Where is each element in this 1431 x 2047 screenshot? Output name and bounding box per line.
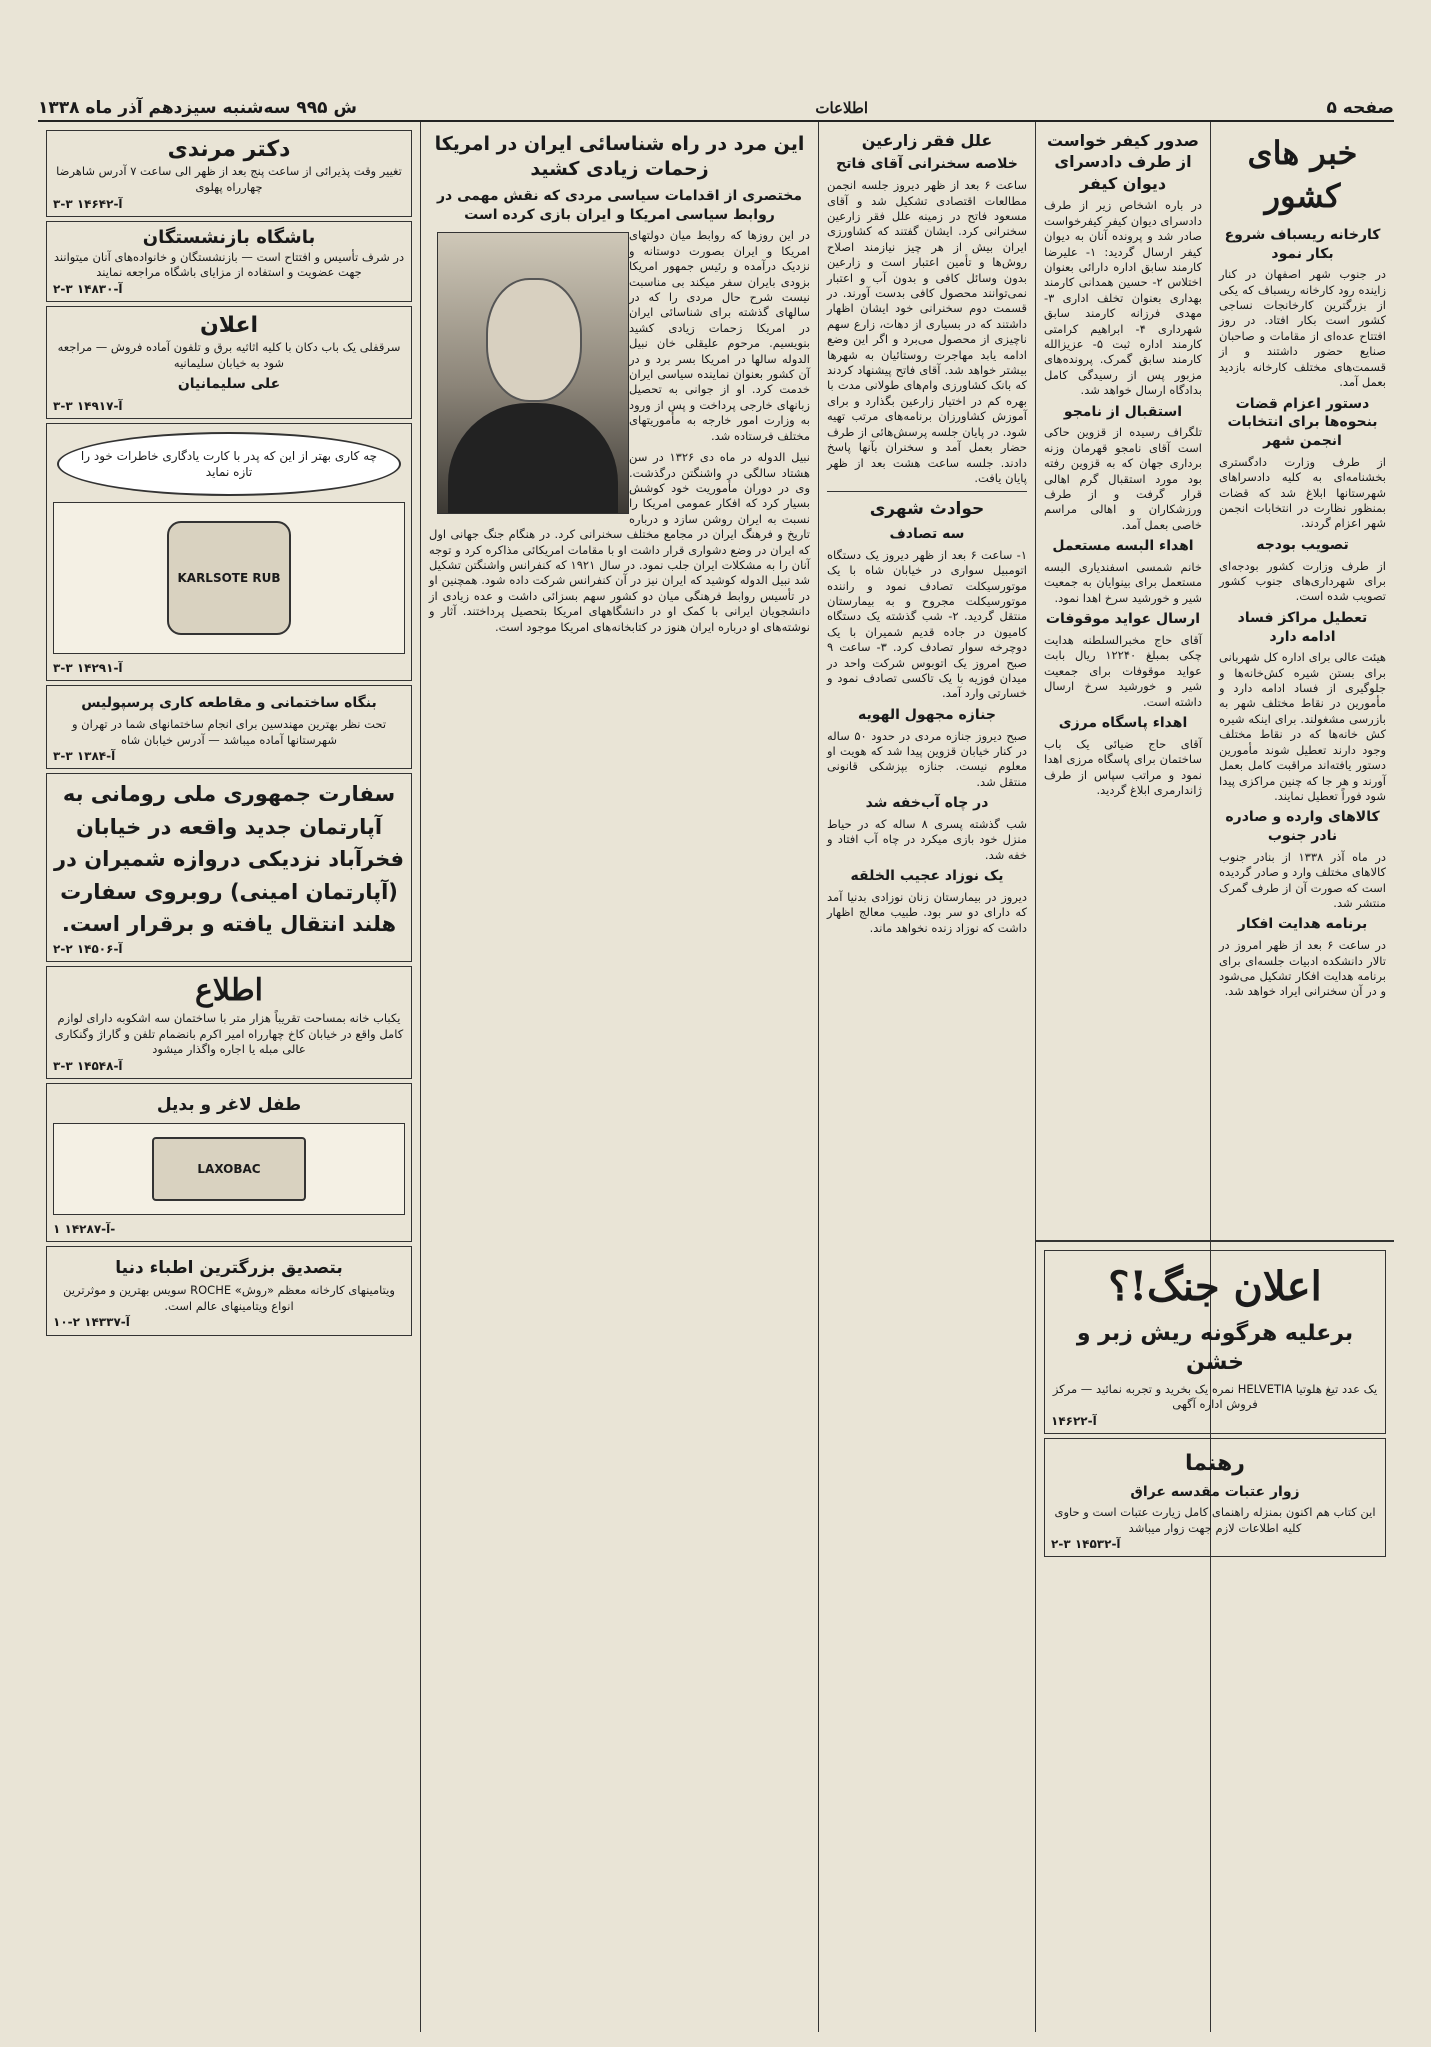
masthead: اطلاعات (815, 99, 869, 117)
war-ad-title: اعلان جنگ!؟ (1108, 1263, 1322, 1310)
embassy-ad-text: سفارت جمهوری ملی رومانی به آپارتمان جدید واقعه در خیابان فخرآباد نزدیکی دروازه شمیران در (آپارتمان امینی) روبروی سفارت هلند انتقال یافته و برقرار است. (54, 782, 404, 937)
border-post-title: اهداء پاسگاه مرزی (1058, 714, 1188, 731)
news-headline: کالاهای وارده و صادره نادر جنوب (1225, 809, 1380, 845)
ads-column (38, 122, 420, 2032)
news-headline: برنامه هدایت افکار (1237, 916, 1368, 933)
border-post-body: آقای حاج ضیائی یک باب ساختمان برای پاسگاه مرزی اهدا نمود و مراتب سپاس از طرف ژاندارمری ابلاغ گردید. (1044, 736, 1202, 797)
clothes-body: خانم شمسی اسفندیاری البسه مستعمل برای بینوایان به جمعیت شیر و خورشید سرخ اهدا نمود. (1044, 559, 1202, 605)
news-body: از طرف وزارت دادگستری بخشنامه‌ای به کلیه دادسراهای شهرستانها ابلاغ شد که قضات بمنظور نظارت در انتخابات انجمن شهر اعزام گردند. (1219, 454, 1386, 531)
info-ad-code: آ-۱۴۵۴۸ ۳-۳ (53, 1058, 123, 1073)
incident-body: صبح دیروز جنازه مردی در حدود ۵۰ ساله در کنار خیابان قزوین پیدا شد که هویت او معلوم نیست. جنازه بپزشکی قانونی منتقل شد. (827, 728, 1027, 789)
war-ad (1044, 1250, 1386, 1434)
war-ad-text: یک عدد تیغ هلوتیا HELVETIA نمره یک بخرید و تجربه نمائید — مرکز فروش اداره آگهی (1052, 1381, 1378, 1412)
notice-ad-text: سرقفلی یک باب دکان با کلیه اثاثیه برق و تلفون آماده فروش — مراجعه شود به خیابان سلیمانیه (57, 340, 401, 370)
feature-headline: این مرد در راه شناسائی ایران در امریکا زحمات زیادی کشید (434, 133, 805, 181)
info-ad-title: اطلاع (194, 973, 263, 1009)
club-ad-text: در شرف تأسیس و افتتاح است — بازنشستگان و خانواده‌های آنان میتوانند جهت عضویت و استفاده از مزایای باشگاه مراجعه نمایند (53, 249, 405, 280)
feature-body: در این روزها که روابط میان دولتهای امریکا و ایران بصورت دوستانه و نزدیک درآمده و رئیس جمهور امریکا بزودی بایران سفر میکند بی مناسبت نیست شرح حال مردی را که در سالهای گذشته برای شناسائی ایران در امریکا زحمات زیادی کشید بنویسیم. مرحوم علیقلی خان نبیل الدوله سالها در امریکا بسر برد و در آن کشور بعنوان نماینده سیاسی ایران خدمت کرد. او از جوانی به تحصیل زبانهای خارجی پرداخت و پس از ورود به وزارت امور خارجه به مأموریتهای مختلف فرستاده شد. (629, 228, 810, 443)
page-number: صفحه ۵ (1326, 98, 1394, 118)
news-body: از طرف وزارت کشور بودجه‌ای برای شهرداری‌های جنوب کشور تصویب شده است. (1219, 558, 1386, 604)
country-news-column (1211, 122, 1394, 1232)
speech-headline: علل فقر زارعین (861, 131, 993, 150)
incident-headline: جنازه مجهول الهویه (858, 706, 996, 723)
feature-body-continued: نبیل الدوله در ماه دی ۱۳۲۶ در سن هشتاد سالگی در واشنگتن درگذشت. وی در دوران مأموریت خود کوشش بسیار کرد که افکار عمومی امریکا را نسبت به ایران روشن سازد و درباره تاریخ و فرهنگ ایران در مجامع مختلف سخنرانی کرد. در هنگام جنگ جهانی اول که ایران در وضع دشواری قرار داشت او با مقامات امریکائی مذاکره کرد و توجه آنان را به مشکلات ایران جلب نمود. در سال ۱۹۲۱ که کنفرانس واشنگتن تشکیل شد نبیل الدوله کوشید که ایران نیز در آن کنفرانس شرکت داده شود. همچنین او در تأسیس روابط فرهنگی میان دو کشور سهم بسزائی داشت و عده زیادی از دانشجویان ایرانی با کمک او در دانشگاههای امریکا بتحصیل پرداختند. آثار و نوشته‌های او درباره ایران هنوز در کتابخانه‌های امریکا موجود است. (429, 450, 810, 634)
incident-headline: سه تصادف (889, 526, 965, 543)
news-body: در ماه آذر ۱۳۳۸ از بنادر جنوب کالاهای مختلف وارد و صادر گردیده است که صورت آن از طرف گمرک منتشر شد. (1219, 849, 1386, 911)
endowment-body: آقای حاج مخبرالسلطنه هدایت چکی بمبلغ ۱۲۲۴۰ ریال بابت عواید موقوفات برای جمعیت شیر و خورشید سرخ ارسال داشته است. (1044, 632, 1202, 709)
notice-ad-title: اعلان (199, 312, 259, 338)
news-headline: دستور اعزام قضات بنحوه‌ها برای انتخابات انجمن شهر (1227, 395, 1378, 449)
page-header (38, 96, 1394, 122)
incident-body: دیروز در بیمارستان زنان نوزادی بدنیا آمد که دارای دو سر بود. طبیب معالج اظهار داشت که نوزاد زنده نخواهد ماند. (827, 889, 1027, 935)
jar-ad-code: آ-۱۴۲۹۱ ۳-۳ (53, 661, 123, 676)
news-headline: کارخانه ریسباف شروع بکار نمود (1224, 226, 1381, 262)
club-ad (46, 221, 412, 302)
court-column (1036, 122, 1210, 1232)
construction-ad-code: آ-۱۳۸۴ ۳-۳ (53, 749, 116, 764)
namjo-body: تلگراف رسیده از قزوین حاکی است آقای نامجو قهرمان وزنه برداری جهان که به قزوین رفته بود مورد استقبال گرم اهالی قرار گرفت و از طرف ورزشکاران و اهالی مراسم خاصی بعمل آمد. (1044, 425, 1202, 532)
doctor-ad (46, 130, 412, 217)
court-body: در باره اشخاص زیر از طرف دادسرای دیوان کیفر کیفرخواست صادر شد و پرونده آنان به دیوان کیفر ارسال گردید: ۱- علیرضا کارمند سابق اداره دارائی بعنوان اختلاس ۲- حسین همدانی کارمند بهداری بعنوان تخلف اداری ۳- مهدی فرزانه کارمند سابق شهرداری ۴- ابراهیم کرامتی کارمند اداره ثبت ۵- عزیزالله کارمند سابق گمرک. پرونده‌های مزبور پس از رسیدگی کامل بدادگاه ارسال خواهد شد. (1044, 198, 1203, 398)
doctor-ad-code: آ-۱۴۶۴۲ ۳-۳ (53, 196, 123, 211)
construction-ad-title: بنگاه ساختمانی و مقاطعه کاری پرسپولیس (81, 695, 377, 712)
guide-ad (1044, 1438, 1386, 1557)
right-bottom-ads (1036, 1240, 1394, 2030)
clothes-title: اهداء البسه مستعمل (1052, 538, 1194, 555)
guide-ad-code: آ-۱۴۵۳۲ ۳-۲ (1051, 1537, 1121, 1552)
speech-subhead: خلاصه سخنرانی آقای فاتح (836, 156, 1018, 173)
incident-headline: یک نوزاد عجیب الخلقه (850, 868, 1004, 885)
news-body: هیئت عالی برای اداره کل شهربانی برای بستن شیره کش‌خانه‌ها و جلوگیری از فساد ادامه دارد و مأمورین در نقاط مختلف شهر به بازرسی مشغولند. برای اینکه شیره کش خانه‌ها که در نقاط مختلف وجود دارند تعطیل شوند مأمورین دستور یافته‌اند مراقبت کامل بعمل آورند و هر جا که چنین مراکزی پیدا شود فوراً تعطیل نمایند. (1219, 650, 1386, 803)
namjo-title: استقبال از نامجو (1063, 403, 1183, 420)
guide-ad-text: این کتاب هم اکنون بمنزله راهنمای کامل زیارت عتبات است و حاوی کلیه اطلاعات لازم جهت زوار میباشد (1054, 1505, 1376, 1535)
info-ad-text: یکباب خانه بمساحت تقریباً هزار متر با ساختمان سه اشکوبه دارای لوازم کامل واقع در خیابان کاخ چهارراه امیر اکرم بانضمام تلفن و گاراژ وگنکاری عالی مبله یا اجاره واگذار میشود (54, 1011, 404, 1057)
laxative-label: LAXOBAC (197, 1161, 261, 1176)
court-headline: صدور کیفر خواست از طرف دادسرای دیوان کیفر (1046, 131, 1200, 193)
feature-subhead: مختصری از اقدامات سیاسی مردی که نقش مهمی در روابط سیاسی امریکا و ایران بازی کرده است (436, 187, 803, 223)
jar-label: KARLSOTE RUB (177, 571, 281, 586)
doctor-ad-text: تغییر وقت پذیرائی از ساعت پنج بعد از ظهر الی ساعت ۷ آدرس شاهرضا چهارراه پهلوی (56, 164, 402, 194)
club-ad-title: باشگاه بازنشستگان (142, 226, 316, 248)
news-body: در جنوب شهر اصفهان در کنار زاینده رود کارخانه ریسباف که یکی از بزرگترین کارخانجات نساجی کشور است بکار افتاد. در روز افتتاح عده‌ای از مقامات و صاحبان صنایع حضور داشتند و از قسمت‌های مختلف کارخانه بازدید بعمل آمد. (1219, 267, 1386, 390)
guide-ad-title: رهنما (1185, 1451, 1245, 1477)
feature-column (421, 122, 818, 2032)
jar-ad-bubble: چه کاری بهتر از این که پدر با کارت یادگاری خاطرات خود را تازه نماید (57, 432, 401, 496)
construction-ad-text: تحت نظر بهترین مهندسین برای انجام ساختمانهای شما در تهران و شهرستانها آماده میباشد — آدرس خیابان شاه (71, 717, 387, 747)
war-ad-subtitle: برعلیه هرگونه ریش زبر و خشن (1076, 1321, 1354, 1376)
embassy-ad (46, 773, 412, 962)
embassy-ad-code: آ-۱۴۵۰۶ ۲-۲ (53, 941, 123, 956)
news-headline: تعطیل مراکز فساد ادامه دارد (1237, 609, 1368, 645)
endowment-title: ارسال عواید موقوفات (1045, 611, 1201, 628)
notice-ad-name: علی سلیمانیان (177, 376, 281, 393)
incident-body: شب گذشته پسری ۸ ساله که در حیاط منزل خود بازی میکرد در چاه آب افتاد و خفه شد. (827, 817, 1027, 862)
notice-ad-code: آ-۱۴۹۱۷ ۳-۳ (53, 399, 123, 414)
vitamin-ad-title: بتصدیق بزرگترین اطباء دنیا (115, 1257, 343, 1278)
portrait-photo (437, 232, 629, 514)
news-headline: تصویب بودجه (1256, 536, 1349, 553)
info-ad (46, 966, 412, 1079)
doctor-ad-title: دکتر مرندی (167, 137, 291, 162)
vitamin-ad-text: ویتامینهای کارخانه معظم «روش» ROCHE سویس بهترین و موثرترین انواع ویتامینهای عالم است. (63, 1283, 395, 1313)
laxative-ad-title: طفل لاغر و بدیل (156, 1094, 302, 1115)
vitamin-ad (46, 1246, 412, 1336)
incident-body: ۱- ساعت ۶ بعد از ظهر دیروز یک دستگاه اتومبیل سواری در خیابان شاه با یک موتورسیکلت تصادف نمود و راننده موتورسیکلت مجروح و به بیمارستان منتقل گردید. ۲- شب گذشته یک دستگاه کامیون در جاده قدیم شمیران با یک دوچرخه سوار تصادف کرد. ۳- ساعت ۹ صبح امروز یک اتوبوس شرکت واحد در میدان فوزیه با یک تاکسی تصادف نمود و خسارتی وارد آمد. (827, 547, 1027, 701)
notice-ad (46, 306, 412, 419)
club-ad-code: آ-۱۴۸۳۰ ۳-۲ (53, 281, 123, 296)
issue-line: ش ۹۹۵ سه‌شنبه سیزدهم آذر ماه ۱۳۳۸ (38, 98, 357, 118)
laxative-ad (46, 1083, 412, 1242)
laxative-ad-code: آ-۱۴۲۸۷ ۱- (53, 1221, 116, 1236)
speech-column (819, 122, 1035, 2032)
vitamin-ad-code: آ-۱۴۳۳۷ ۲-۱۰ (53, 1315, 130, 1330)
news-body: در ساعت ۶ بعد از ظهر امروز در تالار دانشکده ادبیات جلسه‌ای برای برنامه هدایت افکار تشکیل می‌شود و در آن سخنرانی ایراد خواهد شد. (1219, 938, 1387, 999)
laxative-box-icon (152, 1137, 306, 1201)
incident-headline: در چاه آب‌خفه شد (865, 795, 989, 812)
war-ad-code: آ-۱۴۶۲۲ (1051, 1413, 1097, 1428)
jar-icon (167, 521, 291, 635)
incidents-title: حوادث شهری (869, 499, 985, 520)
guide-ad-subtitle: زوار عتبات مقدسه عراق (1130, 1483, 1300, 1500)
construction-ad (46, 685, 412, 769)
country-news-title: خبر های کشور (1247, 134, 1358, 215)
speech-body: ساعت ۶ بعد از ظهر دیروز جلسه انجمن مطالعات اقتصادی تشکیل شد و آقای مسعود فاتح در زمینه علل فقر زارعین سخنرانی کرد. ایشان گفتند که کشاورزی ایران بیش از هر چیز نیازمند اصلاح روش‌ها و تأمین اعتبار است و زارعین بدون وسائل کافی و بدون آب و اعتبار نمی‌توانند محصول کافی بدست آورند. در قسمت دوم سخنرانی خود ایشان اظهار داشتند که در بسیاری از دهات، زارع سهم ناچیزی از محصول می‌برد و اگر این وضع ادامه یابد مهاجرت روستائیان به شهرها بیشتر خواهد شد. آقای فاتح پیشنهاد کردند که بانک کشاورزی وام‌های طولانی مدت با بهره کم در اختیار زارعین بگذارد و برای آموزش کشاورزان برنامه‌های مرتب تهیه شود. در پایان جلسه پرسش‌هائی از طرف حضار بعمل آمد و سخنران بآنها پاسخ دادند. جلسه ساعت هشت بعد از ظهر پایان یافت. (827, 178, 1027, 485)
jar-ad (46, 423, 412, 681)
